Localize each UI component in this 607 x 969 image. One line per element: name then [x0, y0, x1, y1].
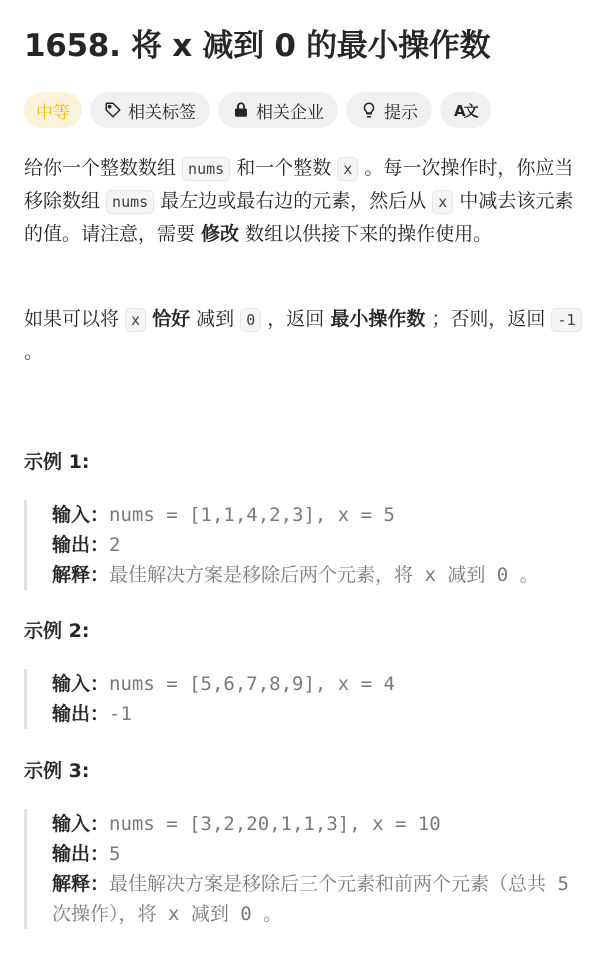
hint-label: 提示: [384, 102, 418, 123]
lightbulb-icon: [360, 101, 378, 119]
input-value: nums = [1,1,4,2,3], x = 5: [109, 504, 395, 526]
explanation-label: 解释：: [52, 564, 110, 586]
related-topics-button[interactable]: [90, 92, 210, 128]
inline-code: x: [337, 157, 358, 181]
translate-icon: A文: [454, 101, 477, 120]
input-label: 输入：: [52, 813, 110, 835]
example-3-title: 示例 3:: [24, 760, 90, 782]
desc-text: 中减去该元素的值。请注意，需要: [24, 190, 574, 245]
related-topics-label: 相关标签: [128, 102, 196, 123]
input-label: 输入：: [52, 673, 110, 695]
output-value: 2: [109, 534, 121, 556]
related-companies-button[interactable]: [218, 92, 338, 128]
tag-icon: [104, 101, 122, 119]
desc-text: 。: [24, 341, 44, 363]
inline-code: x: [125, 308, 146, 332]
desc-bold: 修改: [201, 223, 240, 245]
example-output-row: [52, 530, 597, 560]
explanation-label: 解释：: [52, 873, 110, 895]
difficulty-badge: [24, 92, 82, 128]
input-label: 输入：: [52, 504, 110, 526]
input-value: nums = [5,6,7,8,9], x = 4: [109, 673, 395, 695]
desc-text: ，返回: [261, 308, 331, 330]
related-companies-label: 相关企业: [256, 102, 324, 123]
inline-code: x: [432, 190, 453, 214]
desc-text: 和一个整数: [230, 157, 338, 179]
input-value: nums = [3,2,20,1,1,3], x = 10: [109, 813, 441, 835]
example-input-row: [52, 500, 597, 530]
example-1-title: 示例 1:: [24, 451, 90, 473]
desc-text: 减到: [190, 308, 241, 330]
output-value: -1: [109, 703, 132, 725]
example-input-row: [52, 809, 597, 839]
problem-title[interactable]: 1658. 将 x 减到 0 的最小操作数: [24, 28, 491, 64]
desc-text: 数组以供接下来的操作使用。: [239, 223, 493, 245]
example-2-box: [24, 669, 597, 729]
example-3-box: [24, 809, 597, 929]
inline-code: -1: [551, 308, 581, 332]
translate-button[interactable]: [440, 92, 491, 128]
inline-code: nums: [106, 190, 154, 214]
desc-text: 。每一次操作时，你应当移除数组: [24, 157, 574, 212]
lock-icon: [232, 101, 250, 119]
example-1-box: [24, 500, 597, 590]
hint-button[interactable]: [346, 92, 432, 128]
description-paragraph-1: [24, 152, 587, 250]
output-label: 输出：: [52, 843, 110, 865]
explanation-value: 最佳解决方案是移除后三个元素和前两个元素（总共 5 次操作），将 x 减到 0 。: [52, 873, 569, 925]
desc-text: ；否则，返回: [425, 308, 552, 330]
inline-code: nums: [182, 157, 230, 181]
desc-text: 给你一个整数数组: [24, 157, 183, 179]
example-output-row: [52, 839, 597, 869]
output-value: 5: [109, 843, 121, 865]
example-explanation-row: [52, 869, 597, 929]
explanation-value: 最佳解决方案是移除后两个元素，将 x 减到 0 。: [109, 564, 539, 586]
desc-text: 如果可以将: [24, 308, 126, 330]
tag-bar: [24, 92, 491, 128]
example-output-row: [52, 699, 597, 729]
example-explanation-row: [52, 560, 597, 590]
output-label: 输出：: [52, 534, 110, 556]
example-2-title: 示例 2:: [24, 620, 90, 642]
example-input-row: [52, 669, 597, 699]
desc-text: 最左边或最右边的元素，然后从: [154, 190, 433, 212]
desc-bold: 最小操作数: [330, 308, 426, 330]
inline-code: 0: [240, 308, 261, 332]
desc-bold: 恰好: [152, 308, 191, 330]
difficulty-label: 中等: [36, 102, 70, 123]
description-paragraph-2: [24, 303, 587, 368]
output-label: 输出：: [52, 703, 110, 725]
